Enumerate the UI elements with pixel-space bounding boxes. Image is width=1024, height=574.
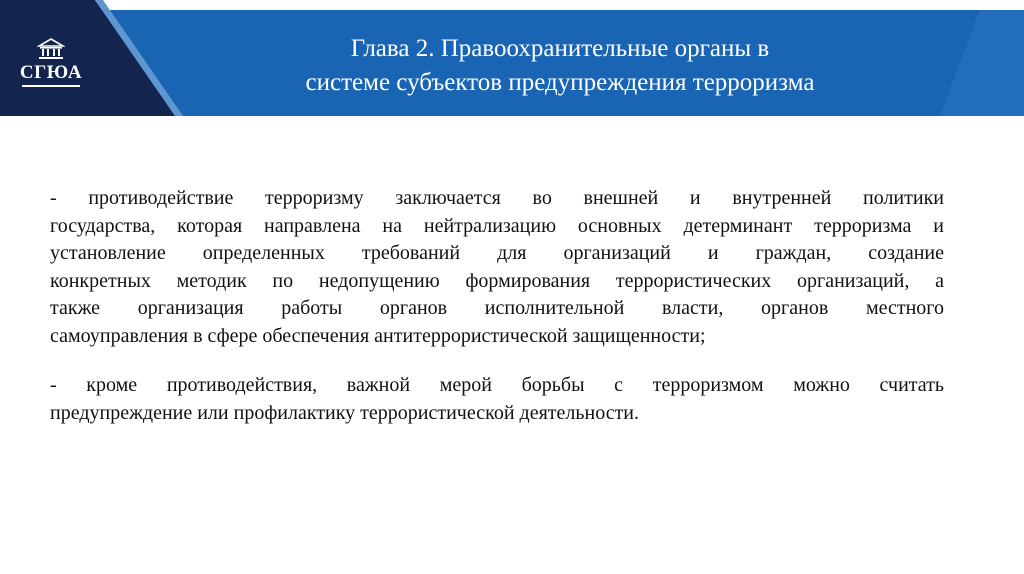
paragraph-line: самоуправления в сфере обеспечения антитеррористической защищенности; [50, 324, 706, 347]
paragraph-line: также организация работы органов исполнительной власти, органов местного [50, 297, 944, 319]
logo-underline [22, 85, 80, 87]
header-band [0, 0, 1024, 118]
title-line-1: Глава 2. Правоохранительные органы в [350, 35, 770, 62]
paragraph-2 [50, 372, 944, 427]
paragraph-line: установление определенных требований для организаций и граждан, создание [50, 242, 944, 264]
paragraph-line: - кроме противодействия, важной мерой борьбы с терроризмом можно считать [50, 374, 944, 396]
building-columns-icon [37, 38, 65, 60]
page-title [210, 32, 910, 100]
title-line-2: системе субъектов предупреждения терроризма [305, 69, 815, 96]
logo [18, 38, 84, 90]
paragraph-line: конкретных методик по недопущению формирования террористических организаций, а [50, 269, 944, 292]
paragraph-line: - противодействие терроризму заключается во внешней и внутренней политики [50, 187, 944, 209]
body-text [50, 185, 944, 449]
paragraph-line: предупреждение или профилактику террористической деятельности. [50, 401, 640, 424]
paragraph-line: государства, которая направлена на нейтрализацию основных детерминант терроризма и [50, 214, 944, 237]
paragraph-1 [50, 185, 944, 350]
logo-text: СГЮА [19, 62, 83, 83]
